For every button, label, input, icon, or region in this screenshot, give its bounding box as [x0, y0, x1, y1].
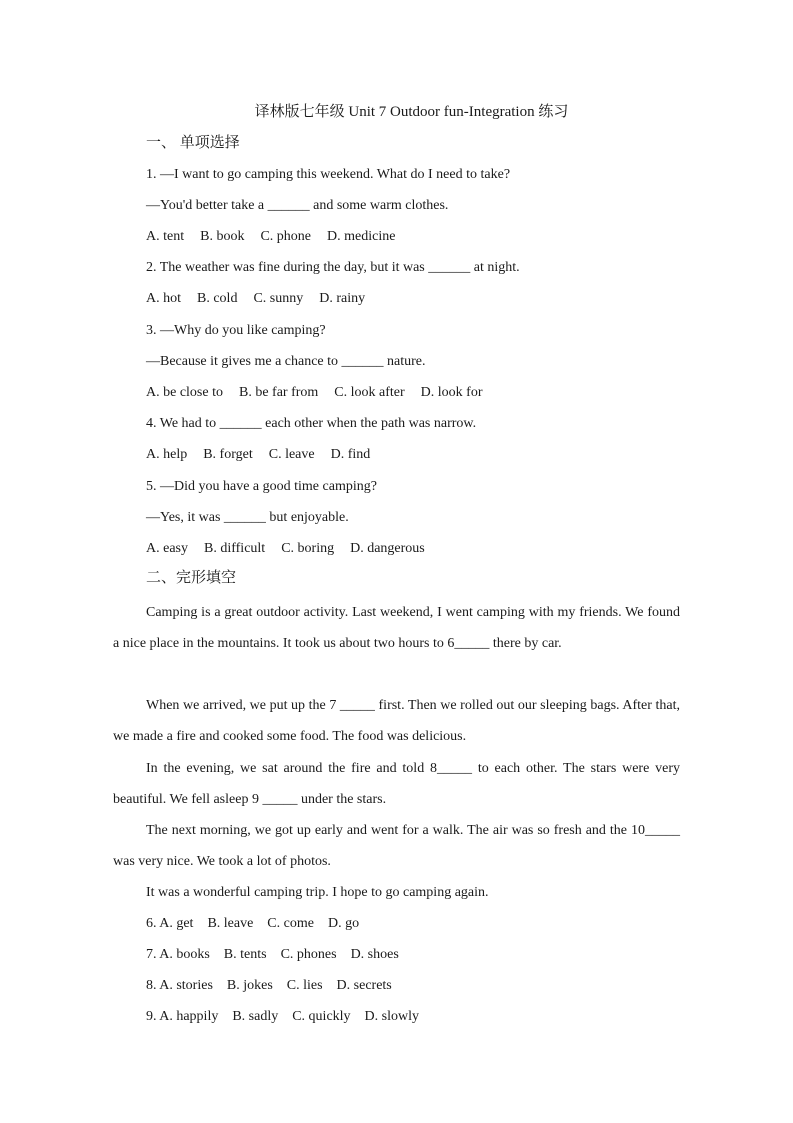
question-3-line-2: —Because it gives me a chance to ______ nature.: [146, 354, 426, 369]
question-4-line-1: 4. We had to ______ each other when the path was narrow.: [146, 416, 477, 431]
cloze-options-9: 9. A. happily B. sadly C. quickly D. slowly: [146, 1009, 419, 1024]
passage-paragraph-1: Camping is a great outdoor activity. Last weekend, I went camping with my friends. We found a nice place in the mountains. It took us about two hours to 6_____ there by car.: [113, 605, 680, 651]
option-a: A. be close to: [146, 385, 223, 400]
section-heading-multiple-choice: 一、 单项选择: [146, 135, 240, 151]
option-d: D. dangerous: [350, 541, 425, 556]
passage-paragraph-2: When we arrived, we put up the 7 _____ first. Then we rolled out our sleeping bags. After that, we made a fire and cooked some food. The food was delicious.: [113, 698, 680, 744]
option-c: C. phone: [260, 229, 312, 244]
option-c: C. leave: [268, 447, 315, 462]
option-d: D. find: [330, 447, 371, 462]
question-1-options: [146, 228, 411, 246]
cloze-options-8: 8. A. stories B. jokes C. lies D. secrets: [146, 978, 392, 993]
page-title: 译林版七年级 Unit 7 Outdoor fun-Integration 练习: [254, 104, 569, 120]
passage-paragraph-3: In the evening, we sat around the fire and told 8_____ to each other. The stars were very beautiful. We fell asleep 9 _____ under the stars.: [113, 761, 680, 807]
question-5-line-1: 5. —Did you have a good time camping?: [146, 479, 377, 494]
option-b: B. forget: [203, 447, 253, 462]
question-5-line-2: —Yes, it was ______ but enjoyable.: [146, 510, 349, 525]
option-a: A. hot: [146, 291, 181, 306]
option-b: B. cold: [197, 291, 238, 306]
option-a: A. tent: [146, 229, 185, 244]
option-d: D. rainy: [319, 291, 366, 306]
question-5-options: [146, 540, 441, 558]
question-3-line-1: 3. —Why do you like camping?: [146, 323, 326, 338]
option-a: A. easy: [146, 541, 188, 556]
option-d: D. medicine: [327, 229, 396, 244]
option-d: D. look for: [420, 385, 483, 400]
option-c: C. look after: [334, 385, 405, 400]
option-b: B. book: [200, 229, 245, 244]
question-1-line-2: —You'd better take a ______ and some warm clothes.: [146, 198, 449, 213]
option-b: B. difficult: [204, 541, 266, 556]
option-b: B. be far from: [238, 385, 319, 400]
question-3-options: [146, 384, 499, 402]
question-2-options: [146, 290, 381, 308]
cloze-options-6: 6. A. get B. leave C. come D. go: [146, 916, 360, 931]
option-a: A. help: [146, 447, 188, 462]
cloze-options-7: 7. A. books B. tents C. phones D. shoes: [146, 947, 399, 962]
option-c: C. sunny: [253, 291, 304, 306]
question-4-options: [146, 446, 386, 464]
option-c: C. boring: [281, 541, 335, 556]
question-1-line-1: 1. —I want to go camping this weekend. What do I need to take?: [146, 167, 511, 182]
section-heading-cloze: 二、完形填空: [146, 570, 237, 586]
question-2-line-1: 2. The weather was fine during the day, but it was ______ at night.: [146, 260, 520, 275]
passage-paragraph-5: It was a wonderful camping trip. I hope to go camping again.: [146, 885, 489, 900]
passage-paragraph-4: The next morning, we got up early and went for a walk. The air was so fresh and the 10_____ was very nice. We took a lot of photos.: [113, 823, 680, 869]
